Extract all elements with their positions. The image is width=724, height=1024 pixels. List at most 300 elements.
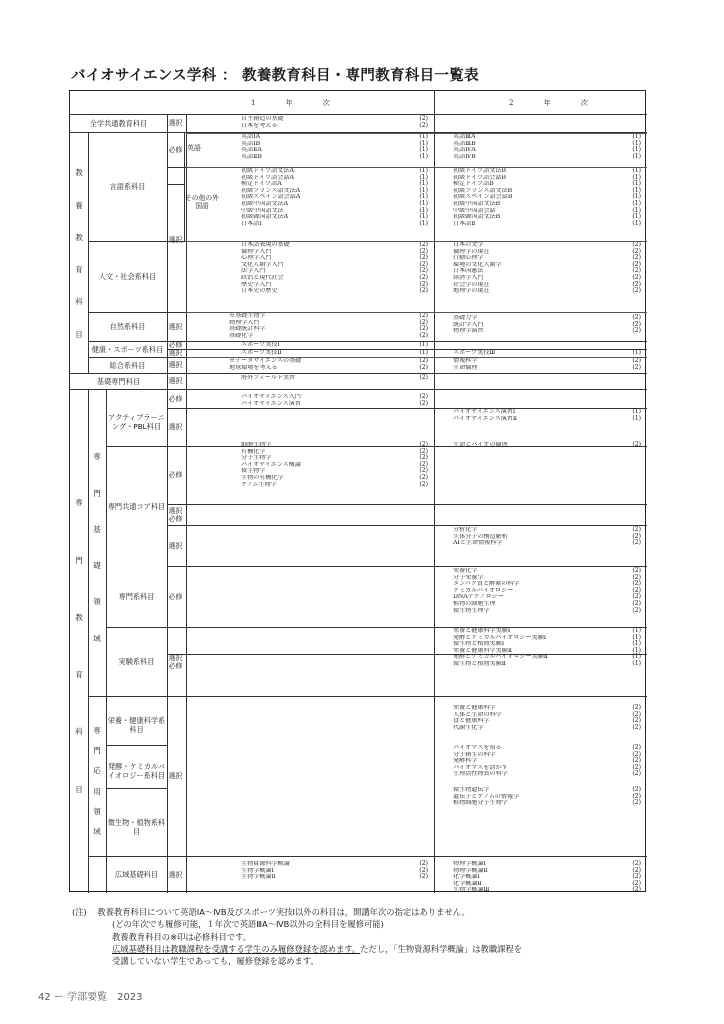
- course-credit: (2): [632, 254, 641, 262]
- course-row: [241, 194, 428, 201]
- course-row: [453, 365, 641, 372]
- course-credit: (2): [632, 599, 641, 607]
- vertical-label-char: 門: [75, 555, 83, 565]
- course-row: [241, 868, 428, 875]
- note-line-4a: 広域基礎科目は教職課程を受講する学生のみ履修登録を認めます。: [112, 943, 361, 954]
- course-name: 微生物学: [241, 468, 266, 475]
- course-name: 初級ドイツ語会話A: [241, 174, 294, 181]
- course-name: 人体と生命の科学: [453, 711, 502, 718]
- english-label: 英語: [187, 144, 201, 152]
- course-row: [241, 214, 428, 221]
- req-natural: 選択: [168, 322, 183, 331]
- course-credit: (2): [632, 770, 641, 778]
- course-name: 日本国憲法: [453, 268, 484, 275]
- course-credit: (2): [419, 460, 428, 468]
- course-name: 初級ドイツ語文法A: [241, 168, 294, 174]
- specialized-basic-area-vertical-label: [88, 426, 106, 669]
- course-credit: (2): [419, 254, 428, 262]
- course-row: [453, 268, 641, 275]
- year2-header: 2 年 次: [509, 99, 602, 107]
- page-footer: 42 ー 学部要覧 2023: [38, 992, 143, 1003]
- course-row: [453, 868, 641, 875]
- courses-general-y1: [241, 116, 428, 129]
- req-health-1: 必修: [168, 341, 183, 349]
- note-line-5: 受講していない学生であっても，履修登録を認めます。: [112, 956, 319, 967]
- course-row: [453, 787, 641, 794]
- course-credit: (2): [419, 325, 428, 333]
- course-name: 行動心理学: [453, 255, 484, 262]
- course-name: バイオサイエンス入門: [241, 394, 301, 400]
- course-row: [453, 201, 641, 208]
- course-credit: (1): [632, 219, 641, 227]
- course-credit: (2): [632, 363, 641, 371]
- course-credit: (2): [632, 606, 641, 614]
- course-row: [241, 255, 428, 262]
- course-name: 倫理学入門: [241, 248, 272, 255]
- vertical-label-char: 用: [93, 786, 101, 796]
- grid-hline: [88, 856, 106, 857]
- course-name: 文化人類学入門: [241, 261, 284, 268]
- course-row: [229, 320, 428, 327]
- courses-natural-y1: [229, 313, 428, 339]
- courses-health-y2: [453, 350, 641, 357]
- req-core-er: 選択 必修: [168, 506, 183, 523]
- course-credit: (2): [632, 320, 641, 328]
- course-name: 日本を考える: [241, 122, 278, 129]
- course-credit: (2): [632, 750, 641, 758]
- req-integrated: 選択: [168, 361, 183, 369]
- courses-broad-y2: [453, 861, 641, 894]
- course-row: [453, 705, 641, 712]
- course-credit: (2): [632, 799, 641, 807]
- course-name: 初級韓国語文法B: [453, 214, 501, 221]
- course-row: [453, 315, 641, 322]
- course-name: 英語ⅣA: [453, 147, 476, 154]
- course-row: [453, 628, 641, 635]
- vertical-label-char: 専: [75, 498, 83, 508]
- course-name: バイオサイエンス演習: [241, 400, 301, 407]
- course-name: 海外フィールド実習: [241, 375, 296, 381]
- course-name: 倫理学の現在: [453, 248, 490, 255]
- course-name: 英語ⅢB: [453, 140, 476, 147]
- course-row: [241, 175, 428, 182]
- grid-hline: [70, 373, 647, 374]
- vertical-label-char: 教: [75, 612, 83, 622]
- course-row: [241, 123, 428, 130]
- grid-hline: [106, 696, 647, 697]
- course-row: [453, 275, 641, 282]
- course-credit: (2): [632, 260, 641, 268]
- grid-hline: [186, 167, 647, 168]
- vertical-label-char: 領: [93, 806, 101, 816]
- req-active: 必修: [168, 394, 183, 403]
- course-credit: (1): [419, 193, 428, 201]
- course-row: [453, 608, 641, 615]
- vertical-label-char: 目: [75, 329, 83, 339]
- course-credit: (1): [419, 146, 428, 154]
- course-row: [453, 147, 641, 154]
- general-common-label: 全学共通教育科目: [89, 118, 148, 128]
- course-name: 栄養化学: [453, 568, 478, 574]
- course-credit: (2): [419, 260, 428, 268]
- course-row: [241, 168, 428, 175]
- course-row: [241, 288, 428, 295]
- note-line-1: 教養教育科目について英語ⅠA～ⅣB及びスポーツ実技Ⅰ以外の科目は，開講年次の指定はありません。: [97, 907, 470, 917]
- courses-integrated-y2: [453, 358, 641, 371]
- course-row: [453, 221, 641, 228]
- course-name: 英語ⅡB: [241, 153, 262, 160]
- course-credit: (2): [632, 786, 641, 793]
- course-name: 初級ドイツ語会話B: [453, 174, 506, 181]
- course-credit: (2): [632, 710, 641, 718]
- course-name: 分析化学: [453, 527, 478, 533]
- vertical-label-char: 礎: [93, 561, 101, 571]
- course-row: [453, 758, 641, 765]
- course-credit: (1): [419, 199, 428, 207]
- course-name: 代謝生化学: [453, 724, 484, 731]
- course-name: AIと生命情報科学: [453, 540, 503, 547]
- course-credit: (1): [419, 206, 428, 214]
- course-row: [453, 188, 641, 195]
- course-name: バイオサイエンス演習Ⅱ: [453, 415, 518, 422]
- course-row: [453, 745, 641, 752]
- grid-vline: [434, 91, 435, 893]
- req-specialized: 必修: [168, 592, 183, 601]
- course-credit: (2): [632, 567, 641, 574]
- course-credit: (1): [419, 213, 428, 221]
- course-row: [241, 282, 428, 289]
- courses-humanities-y1: [241, 242, 428, 295]
- integrated-label: 総合系科目: [109, 360, 146, 370]
- course-credit: (2): [632, 287, 641, 295]
- course-credit: (2): [419, 473, 428, 481]
- course-name: 初級スペイン語会話A: [241, 194, 301, 201]
- course-row: [453, 800, 641, 807]
- courses-core-y1: [241, 442, 428, 488]
- course-name: 日本史の歴史: [241, 288, 278, 295]
- course-credit: (2): [632, 526, 641, 533]
- core-common-label: 専門共通コア科目: [107, 501, 166, 511]
- course-row: [453, 262, 641, 269]
- specialized-label: 専門系科目: [118, 592, 155, 601]
- grid-hline: [167, 167, 186, 168]
- course-row: [241, 116, 428, 123]
- course-credit: (1): [419, 139, 428, 147]
- course-credit: (1): [419, 341, 428, 348]
- course-row: [241, 221, 428, 228]
- req-general: 選択: [168, 119, 183, 127]
- course-name: 環境の文化人類学: [453, 261, 502, 268]
- vertical-label-char: 目: [75, 784, 83, 794]
- course-row: [453, 588, 641, 595]
- course-row: [241, 442, 428, 449]
- course-credit: (2): [419, 247, 428, 255]
- course-name: 自主創造の基礎: [241, 116, 284, 122]
- course-name: 日本の文学: [453, 242, 484, 248]
- course-name: 物理学概論Ⅰ: [453, 861, 486, 867]
- course-row: [453, 575, 641, 582]
- course-row: [241, 275, 428, 282]
- course-credit: (2): [419, 447, 428, 455]
- course-name: 有機化学: [241, 448, 266, 455]
- course-name: 栄養と健康科学実験Ⅰ: [453, 628, 511, 634]
- course-row: [453, 874, 641, 881]
- course-credit: (2): [419, 441, 428, 448]
- active-learning-label: アクティブラーニング・PBL科目: [108, 413, 165, 431]
- course-name: 発酵科学: [453, 758, 478, 765]
- course-row: [241, 342, 428, 349]
- course-credit: (2): [419, 866, 428, 874]
- courses-nutrition-y2: [453, 705, 641, 731]
- course-credit: (2): [632, 593, 641, 601]
- course-credit: (2): [419, 467, 428, 475]
- courses-fermentation-y2: [453, 745, 641, 778]
- course-name: 地理学の現在: [453, 288, 490, 295]
- course-name: 生物学概論Ⅱ: [241, 874, 276, 881]
- course-credit: (2): [419, 241, 428, 248]
- note-line-2: (どの年次でも履修可能，１年次で英語ⅢA～ⅣB以外の全科目を履修可能): [112, 919, 384, 930]
- note-line-3: 教養教育科目の※印は必修科目です。: [112, 931, 252, 942]
- course-credit: (2): [632, 792, 641, 800]
- course-credit: (1): [632, 186, 641, 194]
- course-credit: (2): [632, 866, 641, 874]
- course-credit: (1): [419, 180, 428, 188]
- course-name: バイオサイエンス概論: [241, 461, 301, 468]
- vertical-label-char: 育: [75, 670, 83, 680]
- grid-hline: [106, 856, 647, 857]
- grid-hline: [167, 184, 184, 185]
- courses-specialized-y2: [453, 568, 641, 614]
- vertical-label-char: 養: [75, 200, 83, 210]
- course-credit: (2): [632, 273, 641, 281]
- microbe-label: 微生物・植物系科目: [107, 817, 166, 836]
- course-name: 初級フランス語文法B: [453, 187, 513, 194]
- course-name: 細胞生物学: [241, 442, 272, 448]
- course-credit: (2): [632, 441, 641, 448]
- course-credit: (2): [419, 374, 428, 381]
- course-row: [241, 455, 428, 462]
- course-row: [241, 874, 428, 881]
- course-name: 初級韓国語文法A: [241, 214, 289, 221]
- course-row: [453, 322, 641, 329]
- course-credit: (1): [632, 633, 641, 641]
- course-row: [229, 365, 428, 372]
- course-name: 日本語Ⅰ: [241, 220, 262, 227]
- course-credit: (1): [632, 173, 641, 181]
- course-row: [453, 134, 641, 141]
- course-row: [241, 268, 428, 275]
- course-name: 初級中国語文法B: [453, 200, 501, 207]
- course-name: 発酵とケミカルバイオロジー実験Ⅱ: [453, 654, 548, 661]
- course-row: [453, 214, 641, 221]
- course-name: 地球環境を考える: [229, 364, 278, 371]
- course-credit: (1): [632, 349, 641, 356]
- req-broad: 選択: [168, 870, 183, 879]
- course-name: 微生物生理学: [453, 607, 490, 614]
- course-name: 初級スペイン語会話B: [453, 194, 513, 201]
- course-name: 日本語Ⅱ: [453, 220, 476, 227]
- course-credit: (2): [632, 314, 641, 321]
- course-credit: (1): [632, 213, 641, 221]
- course-row: [453, 242, 641, 249]
- course-name: タンパク質と酵素の科学: [453, 581, 520, 588]
- course-credit: (2): [419, 399, 428, 407]
- course-credit: (2): [632, 704, 641, 711]
- course-row: [453, 350, 641, 357]
- course-credit: (1): [419, 173, 428, 181]
- course-row: [453, 358, 641, 365]
- year1-header: 1 年 次: [251, 99, 344, 107]
- courses-broad-y1: [241, 861, 428, 881]
- course-credit: (2): [419, 480, 428, 488]
- courses-other-lang-y2: [453, 168, 641, 227]
- course-credit: (1): [632, 199, 641, 207]
- natural-label: 自然系科目: [109, 322, 146, 331]
- vertical-label-char: 専: [93, 452, 101, 462]
- course-name: 検定ドイツ語B: [453, 181, 494, 188]
- course-credit: (1): [632, 414, 641, 422]
- course-credit: (2): [632, 532, 641, 540]
- course-name: 基礎統計科学: [229, 326, 266, 333]
- course-credit: (1): [632, 146, 641, 154]
- course-name: 政治と現代社会: [241, 274, 284, 281]
- course-name: 栄養と健康科学実験Ⅱ: [453, 647, 512, 654]
- course-name: 生命とバイオの倫理: [453, 442, 508, 448]
- vertical-label-char: 域: [93, 633, 101, 643]
- course-name: 生理活性物質の科学: [453, 771, 508, 778]
- course-row: [453, 208, 641, 215]
- course-row: [453, 181, 641, 188]
- courses-active-y1: [241, 394, 428, 407]
- courses-integrated-y1: [229, 358, 428, 371]
- course-row: [229, 358, 428, 365]
- course-name: 生物学概論Ⅲ: [453, 887, 490, 894]
- course-row: [453, 328, 641, 335]
- req-language: 選択: [168, 235, 183, 244]
- course-name: 初級ドイツ語文法B: [453, 168, 506, 174]
- course-row: [453, 568, 641, 575]
- course-name: 生物の有機化学: [241, 474, 284, 481]
- basic-specialized-label: 基礎専門科目: [96, 376, 141, 386]
- course-row: [453, 249, 641, 256]
- course-row: [453, 654, 641, 661]
- course-row: [241, 482, 428, 489]
- course-row: [453, 861, 641, 868]
- course-name: 植物細胞分子生物学: [453, 800, 508, 807]
- course-row: [241, 181, 428, 188]
- course-credit: (2): [419, 273, 428, 281]
- course-credit: (2): [632, 280, 641, 288]
- course-row: [241, 134, 428, 141]
- course-row: [241, 375, 428, 382]
- broad-basic-label: 広域基礎科目: [114, 870, 159, 879]
- note-line-4b: ただし，「生物資源科学概論」は教職課程を: [360, 943, 523, 954]
- course-row: [453, 752, 641, 759]
- course-name: バイオマスを活かす: [453, 764, 508, 771]
- courses-health-y1-req: [241, 342, 428, 349]
- courses-english-y1: [241, 134, 428, 160]
- course-row: [241, 394, 428, 401]
- course-name: 微生物と植物実験Ⅰ: [453, 641, 505, 648]
- course-name: DNAテクノロジー: [453, 594, 504, 601]
- course-row: [453, 581, 641, 588]
- course-name: 微生物遺伝学: [453, 787, 490, 793]
- course-credit: (1): [419, 167, 428, 174]
- course-name: 中級中国語文法: [241, 207, 284, 214]
- course-row: [241, 249, 428, 256]
- course-row: [453, 141, 641, 148]
- course-name: 分子生物学: [241, 455, 272, 462]
- course-row: [241, 201, 428, 208]
- grid-hline: [186, 133, 647, 134]
- course-name: 英語ⅡA: [241, 147, 262, 154]
- course-credit: (2): [632, 247, 641, 255]
- grid-hline: [70, 114, 647, 115]
- course-credit: (2): [419, 331, 428, 339]
- grid-vline: [167, 389, 168, 893]
- course-row: [453, 527, 641, 534]
- course-row: [453, 881, 641, 888]
- grid-hline: [167, 525, 647, 526]
- vertical-label-char: 科: [75, 297, 83, 307]
- humanities-label: 人文・社会系科目: [98, 272, 157, 281]
- health-sports-label: 健康・スポーツ系科目: [91, 344, 164, 354]
- course-row: [241, 468, 428, 475]
- experiment-label: 実験系科目: [118, 657, 155, 666]
- course-credit: (1): [632, 408, 641, 415]
- course-credit: (2): [632, 763, 641, 771]
- nutrition-label: 栄養・健康科学系科目: [107, 716, 166, 734]
- course-credit: (2): [632, 860, 641, 867]
- req-english: 必修: [168, 145, 183, 154]
- courses-english-y2: [453, 134, 641, 160]
- course-row: [241, 242, 428, 249]
- course-name: 初級中国語文法A: [241, 200, 289, 207]
- course-name: 社会学の現在: [453, 281, 490, 288]
- course-row: [241, 262, 428, 269]
- course-row: [453, 718, 641, 725]
- course-name: バイオマスを知る: [453, 745, 502, 751]
- course-credit: (2): [419, 318, 428, 326]
- course-credit: (2): [419, 873, 428, 881]
- course-name: 日本語表現の基礎: [241, 242, 290, 248]
- notes-label: (注): [72, 907, 87, 917]
- course-credit: (2): [632, 539, 641, 547]
- course-name: ※基礎生物学: [229, 313, 266, 319]
- course-name: 分子栄養学: [453, 574, 484, 581]
- course-row: [453, 725, 641, 732]
- course-name: 化学概論Ⅱ: [453, 880, 482, 887]
- notes: [72, 906, 522, 967]
- course-name: 物理学概論Ⅱ: [453, 867, 488, 874]
- course-row: [453, 534, 641, 541]
- grid-hline: [106, 745, 167, 746]
- req-health-2: 選択: [168, 349, 183, 357]
- course-row: [229, 313, 428, 320]
- vertical-label-char: 門: [93, 746, 101, 756]
- grid-vline: [88, 132, 89, 373]
- course-name: 初級フランス語文法A: [241, 187, 301, 194]
- course-row: [241, 141, 428, 148]
- courses-core-el-y2: [453, 527, 641, 547]
- course-row: [241, 147, 428, 154]
- course-name: 食と健康科学: [453, 718, 490, 725]
- course-credit: (1): [632, 180, 641, 188]
- req-core: 必修: [168, 471, 183, 479]
- course-credit: (2): [419, 393, 428, 400]
- course-name: 歴史学入門: [241, 281, 272, 288]
- curriculum-table: [69, 90, 646, 892]
